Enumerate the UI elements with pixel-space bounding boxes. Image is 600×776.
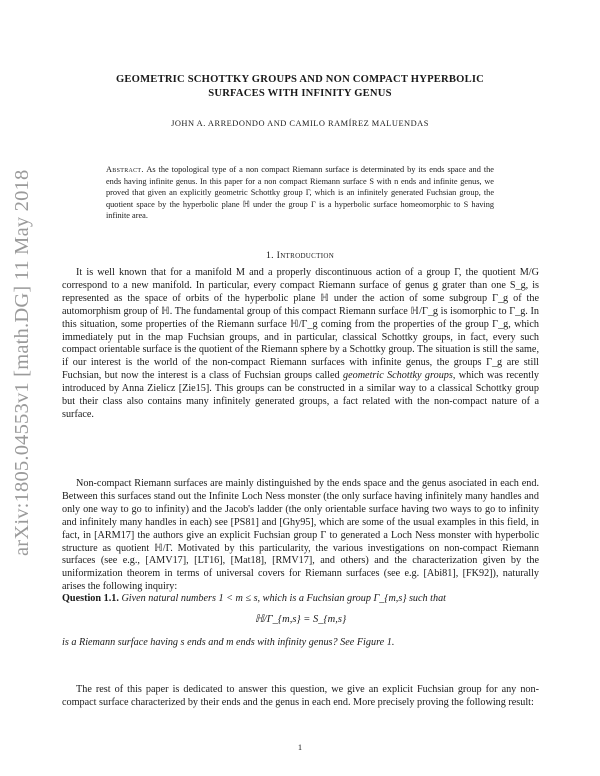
abstract — [106, 164, 494, 222]
question-equation: ℍ/Γ_{m,s} = S_{m,s} — [254, 614, 347, 625]
question-label: Question 1.1. — [62, 593, 119, 604]
question-statement — [62, 592, 539, 605]
abstract-text: As the topological type of a non compact Riemann surface is determinated by its ends space and the ends having infinite genus. In this paper for a non compact Riemann surface S with n ends and infinite genus, we proved that given an explicitly geometric Schottky group Γ, which is an infinitely generated Fuchsian group, the quotient space by the hyperbolic plane ℍ under the group Γ is a hyperbolic surface homeomorphic to S having infinite area. — [106, 165, 494, 220]
paper-title — [70, 73, 530, 101]
section-heading-introduction: 1. Introduction — [265, 250, 335, 261]
question-text: Given natural numbers 1 < m ≤ s, which is a Fuchsian group Γ_{m,s} such that — [121, 593, 447, 604]
author-list: JOHN A. ARREDONDO AND CAMILO RAMÍREZ MALUENDAS — [171, 119, 429, 128]
title-line-2: SURFACES WITH INFINITY GENUS — [208, 88, 392, 99]
title-line-1: GEOMETRIC SCHOTTKY GROUPS AND NON COMPACT HYPERBOLIC — [115, 74, 485, 85]
question-continuation: is a Riemann surface having s ends and m ends with infinity genus? See Figure 1. — [62, 637, 395, 648]
intro-paragraph-2: Non-compact Riemann surfaces are mainly distinguished by the ends space and the genus asociated in each end. Between this surfaces stand out the Infinite Loch Ness monster (the only surface having infinitely many handles and only one way to go to infinity) and the Jacob's ladder (the only orientable surface having two ways to go to infinity and infinitely many handles in each) see [PS81] and [Ghy95], which are some of the usual examples in this field, in fact, in [ARM17] the authors give an explicit Fuchsian group Γ to generated a Loch Ness monster with hyperbolic structure as quotient ℍ/Γ. Motivated by this particularity, the various investigations on non-compact Riemann surfaces (see e.g., [AMV17], [LT16], [Mat18], [RMV17], and others) and the characterization given by the uniformization theorem in terms of universal covers for Riemann surfaces (see e.g. [Abi81], [FK92]), naturally arises the following inquiry: — [62, 478, 539, 593]
paragraph-1-text: It is well known that for a manifold M and a properly discontinuous action of a group Γ, the quotient M/G correspond to a new manifold. In particular, every compact Riemann surface of genus g grater than one S_g, is represented as the space of orbits of the hyperbolic plane ℍ under the action of some subgroup Γ_g of the automorphism group of ℍ. The fundamental group of this compact Riemann surface ℍ/Γ_g is isomorphic to Γ_g. In this situation, some properties of the Riemann surface ℍ/Γ_g coming from the properties of the group Γ_g, which immediately put in the map Fuchsian groups, and in particular, classical Schottky groups, in fact, every such compact orientable surface is the quotient of the Riemann sphere by a Schottky group. The situation is still the same, if our interest is the world of the non-compact Riemann surfaces with infinite genus, the groups Γ_g are still Fuchsian, but now the interest is a class of Fuchsian groups called — [62, 267, 539, 382]
paragraph-1-text-end: , which was recently introduced by Anna Zielicz [Zie15]. This groups can be constructed in a similar way to a classical Schottky group but their class also contains many infinitely generated groups, a fact related with the non-compact nature of a surface. — [62, 370, 540, 420]
geometric-schottky-term: geometric Schottky groups — [342, 370, 453, 382]
arxiv-identifier-stamp[interactable]: arXiv:1805.04553v1 [math.DG] 11 May 2018 — [11, 169, 33, 556]
intro-paragraph-1 — [62, 267, 539, 422]
abstract-label: Abstract. — [106, 165, 144, 174]
intro-paragraph-3: The rest of this paper is dedicated to answer this question, we give an explicit Fuchsian group for any non-compact surface characterized by their ends and the genus in each end. More precisely proving the following result: — [62, 684, 539, 708]
page-number: 1 — [297, 742, 303, 752]
